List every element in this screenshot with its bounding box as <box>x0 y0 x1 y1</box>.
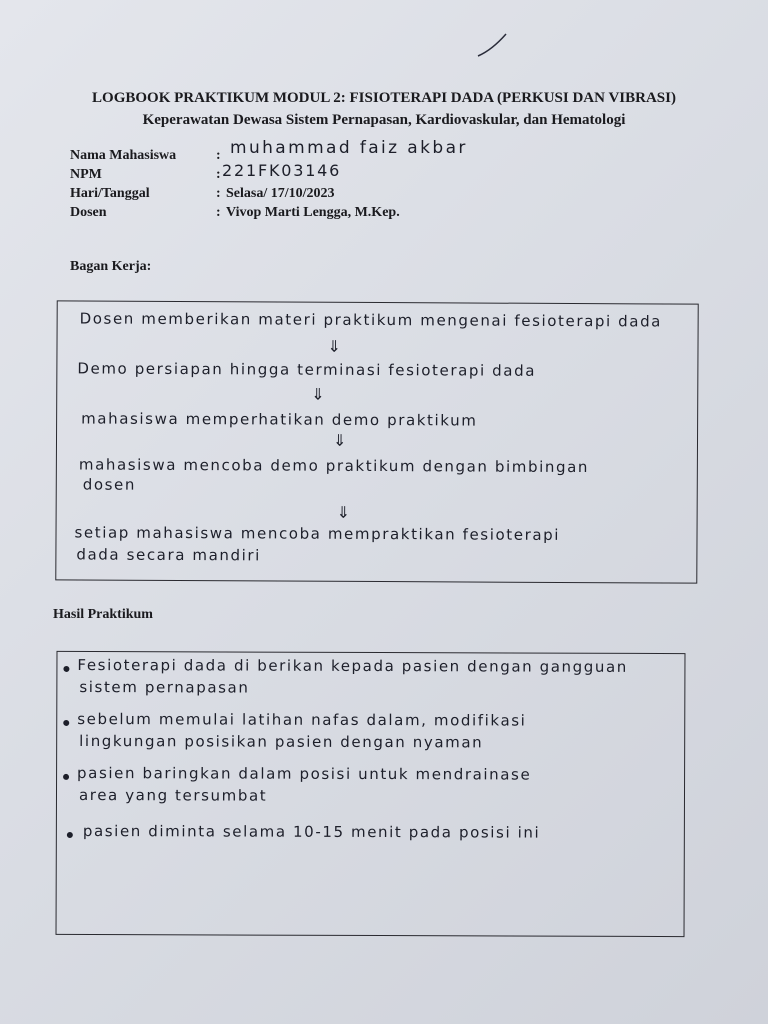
bullet-icon <box>63 720 69 726</box>
work-step-5-continued: dada secara mandiri <box>76 545 261 565</box>
result-line-1-continued: sistem pernapasan <box>79 677 250 697</box>
work-chart-label: Bagan Kerja: <box>70 259 152 274</box>
bullet-icon <box>63 774 69 780</box>
npm-value: 221FK03146 <box>222 161 342 180</box>
separator: : <box>216 167 221 182</box>
bullet-icon <box>67 832 73 838</box>
bullet-icon <box>63 666 69 672</box>
down-arrow-icon: ⇓ <box>327 336 341 356</box>
work-step-3: mahasiswa memperhatikan demo praktikum <box>81 409 478 430</box>
work-step-1: Dosen memberikan materi praktikum mengenai fesioterapi dada <box>79 309 663 331</box>
down-arrow-icon: ⇓ <box>311 384 325 404</box>
work-chart-box <box>55 300 698 583</box>
result-line-3-continued: area yang tersumbat <box>78 785 268 805</box>
result-line-3: pasien baringkan dalam posisi untuk mendrainase <box>77 763 532 784</box>
student-name-value: muhammad faiz akbar <box>230 138 468 158</box>
lecturer-label: Dosen <box>70 205 107 220</box>
separator: : <box>216 148 221 163</box>
results-box <box>56 651 686 937</box>
date-label: Hari/Tanggal <box>70 186 150 201</box>
npm-label: NPM <box>70 167 102 182</box>
result-line-4: pasien diminta selama 10-15 menit pada posisi ini <box>82 821 541 842</box>
work-step-4: mahasiswa mencoba demo praktikum dengan bimbingan <box>78 455 590 477</box>
check-mark-icon <box>476 30 510 60</box>
work-step-5: setiap mahasiswa mencoba mempraktikan fesioterapi <box>74 523 561 544</box>
work-step-4-continued: dosen <box>82 475 137 494</box>
down-arrow-icon: ⇓ <box>336 502 351 522</box>
lecturer-value: Vivop Marti Lengga, M.Kep. <box>226 205 400 220</box>
student-name-label: Nama Mahasiswa <box>70 148 177 163</box>
result-line-1: Fesioterapi dada di berikan kepada pasien dengan gangguan <box>77 655 628 676</box>
page-subtitle: Keperawatan Dewasa Sistem Pernapasan, Kardiovaskular, dan Hematologi <box>142 112 626 128</box>
work-step-2: Demo persiapan hingga terminasi fesioterapi dada <box>77 359 537 380</box>
results-label: Hasil Praktikum <box>53 607 153 622</box>
date-value: Selasa/ 17/10/2023 <box>226 186 335 201</box>
separator: : <box>216 205 221 220</box>
down-arrow-icon: ⇓ <box>332 430 347 450</box>
result-line-2-continued: lingkungan posisikan pasien dengan nyaman <box>79 731 484 752</box>
separator: : <box>216 186 221 201</box>
result-line-2: sebelum memulai latihan nafas dalam, modifikasi <box>77 709 527 730</box>
page-title: LOGBOOK PRAKTIKUM MODUL 2: FISIOTERAPI DADA (PERKUSI DAN VIBRASI) <box>92 90 676 106</box>
